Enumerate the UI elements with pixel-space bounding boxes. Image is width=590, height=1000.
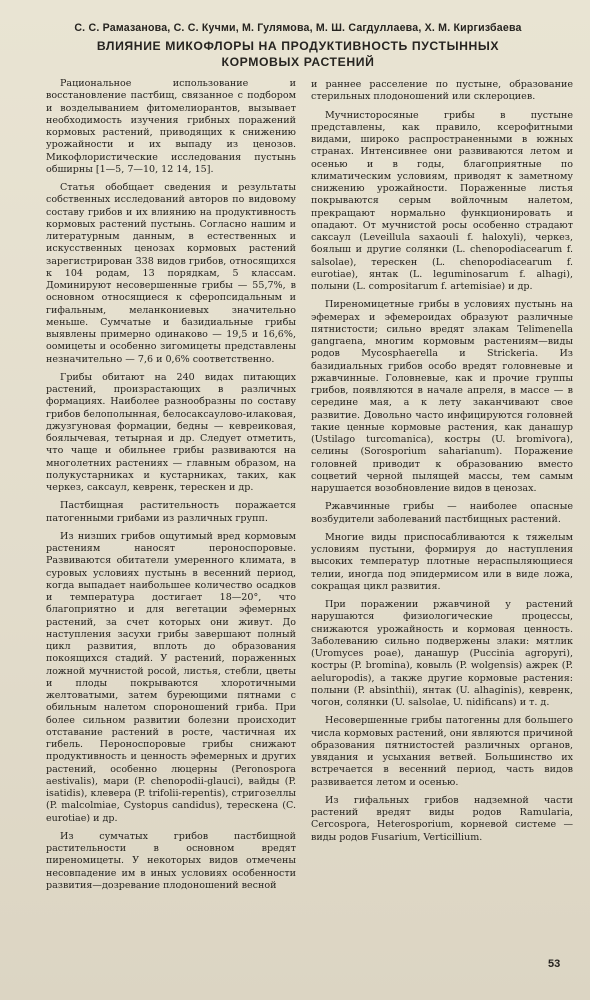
page-number: 53 [548,958,561,970]
paragraph: Мучнисторосяные грибы в пустыне представлены, как правило, ксерофитными видами, широко распространенными в южных странах. Интенсивнее они развиваются летом и осенью и в годы, благоприятные по климатическим условиям, приводят к заметному снижению урожайности. Пораженные листья покрываются серым войлочным налетом, прекращают нормально функционировать и опадают. От мучнистой росы особенно страдают саксаул (Leveillula saxaouli f. haloxyli), черкез, боялыш и другие солянки (L. chenopodiacearum f. salsolae), терескен (L. chenopodiacearum f. eurotiae), янтак (L. leguminosarum f. alhagi), полыни (L. compositarum f. artemisiae) и др. [311,109,573,292]
paragraph: Ржавчинные грибы — наиболее опасные возбудители заболеваний пастбищных растений. [311,501,573,525]
paragraph: Из гифальных грибов надземной части растений вредят виды родов Ramularia, Cercospora, Heterosporium, корневой системе — виды родов Fusarium, Verticillium. [311,794,573,843]
paragraph: Пиреномицетные грибы в условиях пустынь на эфемерах и эфемероидах образуют различные пятнистости; сильно вредят злакам Telimenella gangraena, многим кормовым растениям—виды родов Mycosphaerella и Strickeria. Из базидиальных грибов особо вредят головневые и ржавчинные. Головневые, как и прочие группы грибов, появляются в начале апреля, в массе — в середине мая, а к лету заканчивают свое развитие. Довольно часто инфицируются головней такие ценные кормовые растения, как данашур (Ustilago turcomanica), костры (U. bromivora), селины (Sorosporium saharianum). Поражение головней приводит к образованию вместо соцветий черной пылящей массы, тем самым нарушается возобновление видов в ценозах. [311,299,573,494]
right-column [311,79,573,850]
paragraph: Статья обобщает сведения и результаты собственных исследований авторов по видовому составу грибов и их влиянию на продуктивность кормовых растений пустынь. Согласно нашим и литературным данным, в естественных и искусственных ценозах кормовых растений зарегистрирован 338 видов грибов, относящихся к 104 родам, 13 порядкам, 5 классам. Доминируют несовершенные грибы — 55,7%, в основном относящиеся к сферопсидальным и гифальным, меланкониевых значительно меньше. Сумчатые и базидиальные грибы выявлены примерно одинаково — 19,5 и 16,6%, оомицеты и особенно зигомицеты представлены незначительно — 7,6 и 0,6% соответственно. [46,182,296,365]
article-authors: С. С. Рамазанова, С. С. Кучми, М. Гулямова, М. Ш. Сагдуллаева, Х. М. Киргизбаева [74,22,522,34]
paragraph: Из сумчатых грибов пастбищной растительности в основном вредят пиреномицеты. У некоторых видов отмечены несовпадение им в иных условиях особенности развития—дозревание плодоношений весной [46,830,296,891]
paragraph: При поражении ржавчиной у растений нарушаются физиологические процессы, снижаются урожайность и кормовая ценность. Заболеванию сильно подвержены злаки: мятлик (Uromyces poae), данашур (Puccinia agropyri), костры (P. bromina), ковыль (P. wolgensis) ажрек (P. aeluropodis), а также другие кормовые растения: полыни (P. absinthii), янтак (U. alhaginis), кевренк, чогон, солянки (U. salsolae, U. nidificans) и т. д. [311,599,573,708]
paragraph: Многие виды приспосабливаются к тяжелым условиям пустыни, формируя до наступления высоких температур плотные нераспыляющиеся телии, иногда под эпидермисом или в виде ложа, сокращая цикл развития. [311,531,573,592]
left-column [46,78,296,898]
article-title [24,38,572,70]
title-line-1: ВЛИЯНИЕ МИКОФЛОРЫ НА ПРОДУКТИВНОСТЬ ПУСТЫННЫХ [96,39,500,53]
paragraph: Пастбищная растительность поражается патогенными грибами из различных групп. [46,500,296,524]
paragraph: Грибы обитают на 240 видах питающих растений, произрастающих в различных формациях. Наиболее разнообразны по составу грибов белополынная, белосаксаулово-илаковая, джузгуновая формации, бедны — кевреиковая, боялычевая, тетырная и др. Следует отметить, что чаще и обильнее грибы развиваются на многолетних растениях — главным образом, на полукустарниках и кустарниках, таких, как черкез, саксаул, кевренк, терескен и др. [46,371,296,493]
paragraph: Рациональное использование и восстановление пастбищ, связанное с подбором и возделыванием фитомелиорантов, вызывает необходимость изучения грибных поражений кормовых растений, приводящих к снижению урожайности и их выпаду из ценозов. Микофлористические исследования пустынь обширны [1—5, 7—10, 12 14, 15]. [46,78,296,175]
paragraph: и раннее расселение по пустыне, образование стерильных плодоношений или склероциев. [311,79,573,103]
paragraph: Из низших грибов ощутимый вред кормовым растениям наносят пероноспоровые. Развиваются обитатели умеренного климата, в суровых условиях пустынь в весенний период, когда выпадает наибольшее количество осадков и температура достигает 18—20°, что благоприятно и для вегетации эфемерных растений, за счет которых они живут. До наступления засухи грибы завершают полный цикл развития, вплоть до образования покоящихся стадий. У растений, пораженных ложной мучнистой росой, листья, стебли, цветы и плоды покрываются хлоротичными желтоватыми, затем буреющими пятнами с обильным налетом спороношений гриба. При более сильном развитии болезни происходит отставание растений в росте, частичная их гибель. Пероноспоровые грибы снижают продуктивность и ценность эфемерных и других растений, особенно люцерны (Peronospora aestivalis), мари (P. chenopodii-glauci), вайды (P. isatidis), клевера (P. trifolii-repentis), стригозеллы (P. malcolmiae, Cystopus candidus), терескена (C. eurotiae) и др. [46,530,296,824]
paragraph: Несовершенные грибы патогенны для большего числа кормовых растений, они являются причиной образования пятнистостей различных органов, увядания и усыхания ветвей. Большинство их встречается в весенний период, часть видов развивается летом и осенью. [311,715,573,788]
title-line-2: КОРМОВЫХ РАСТЕНИЙ [221,55,375,69]
